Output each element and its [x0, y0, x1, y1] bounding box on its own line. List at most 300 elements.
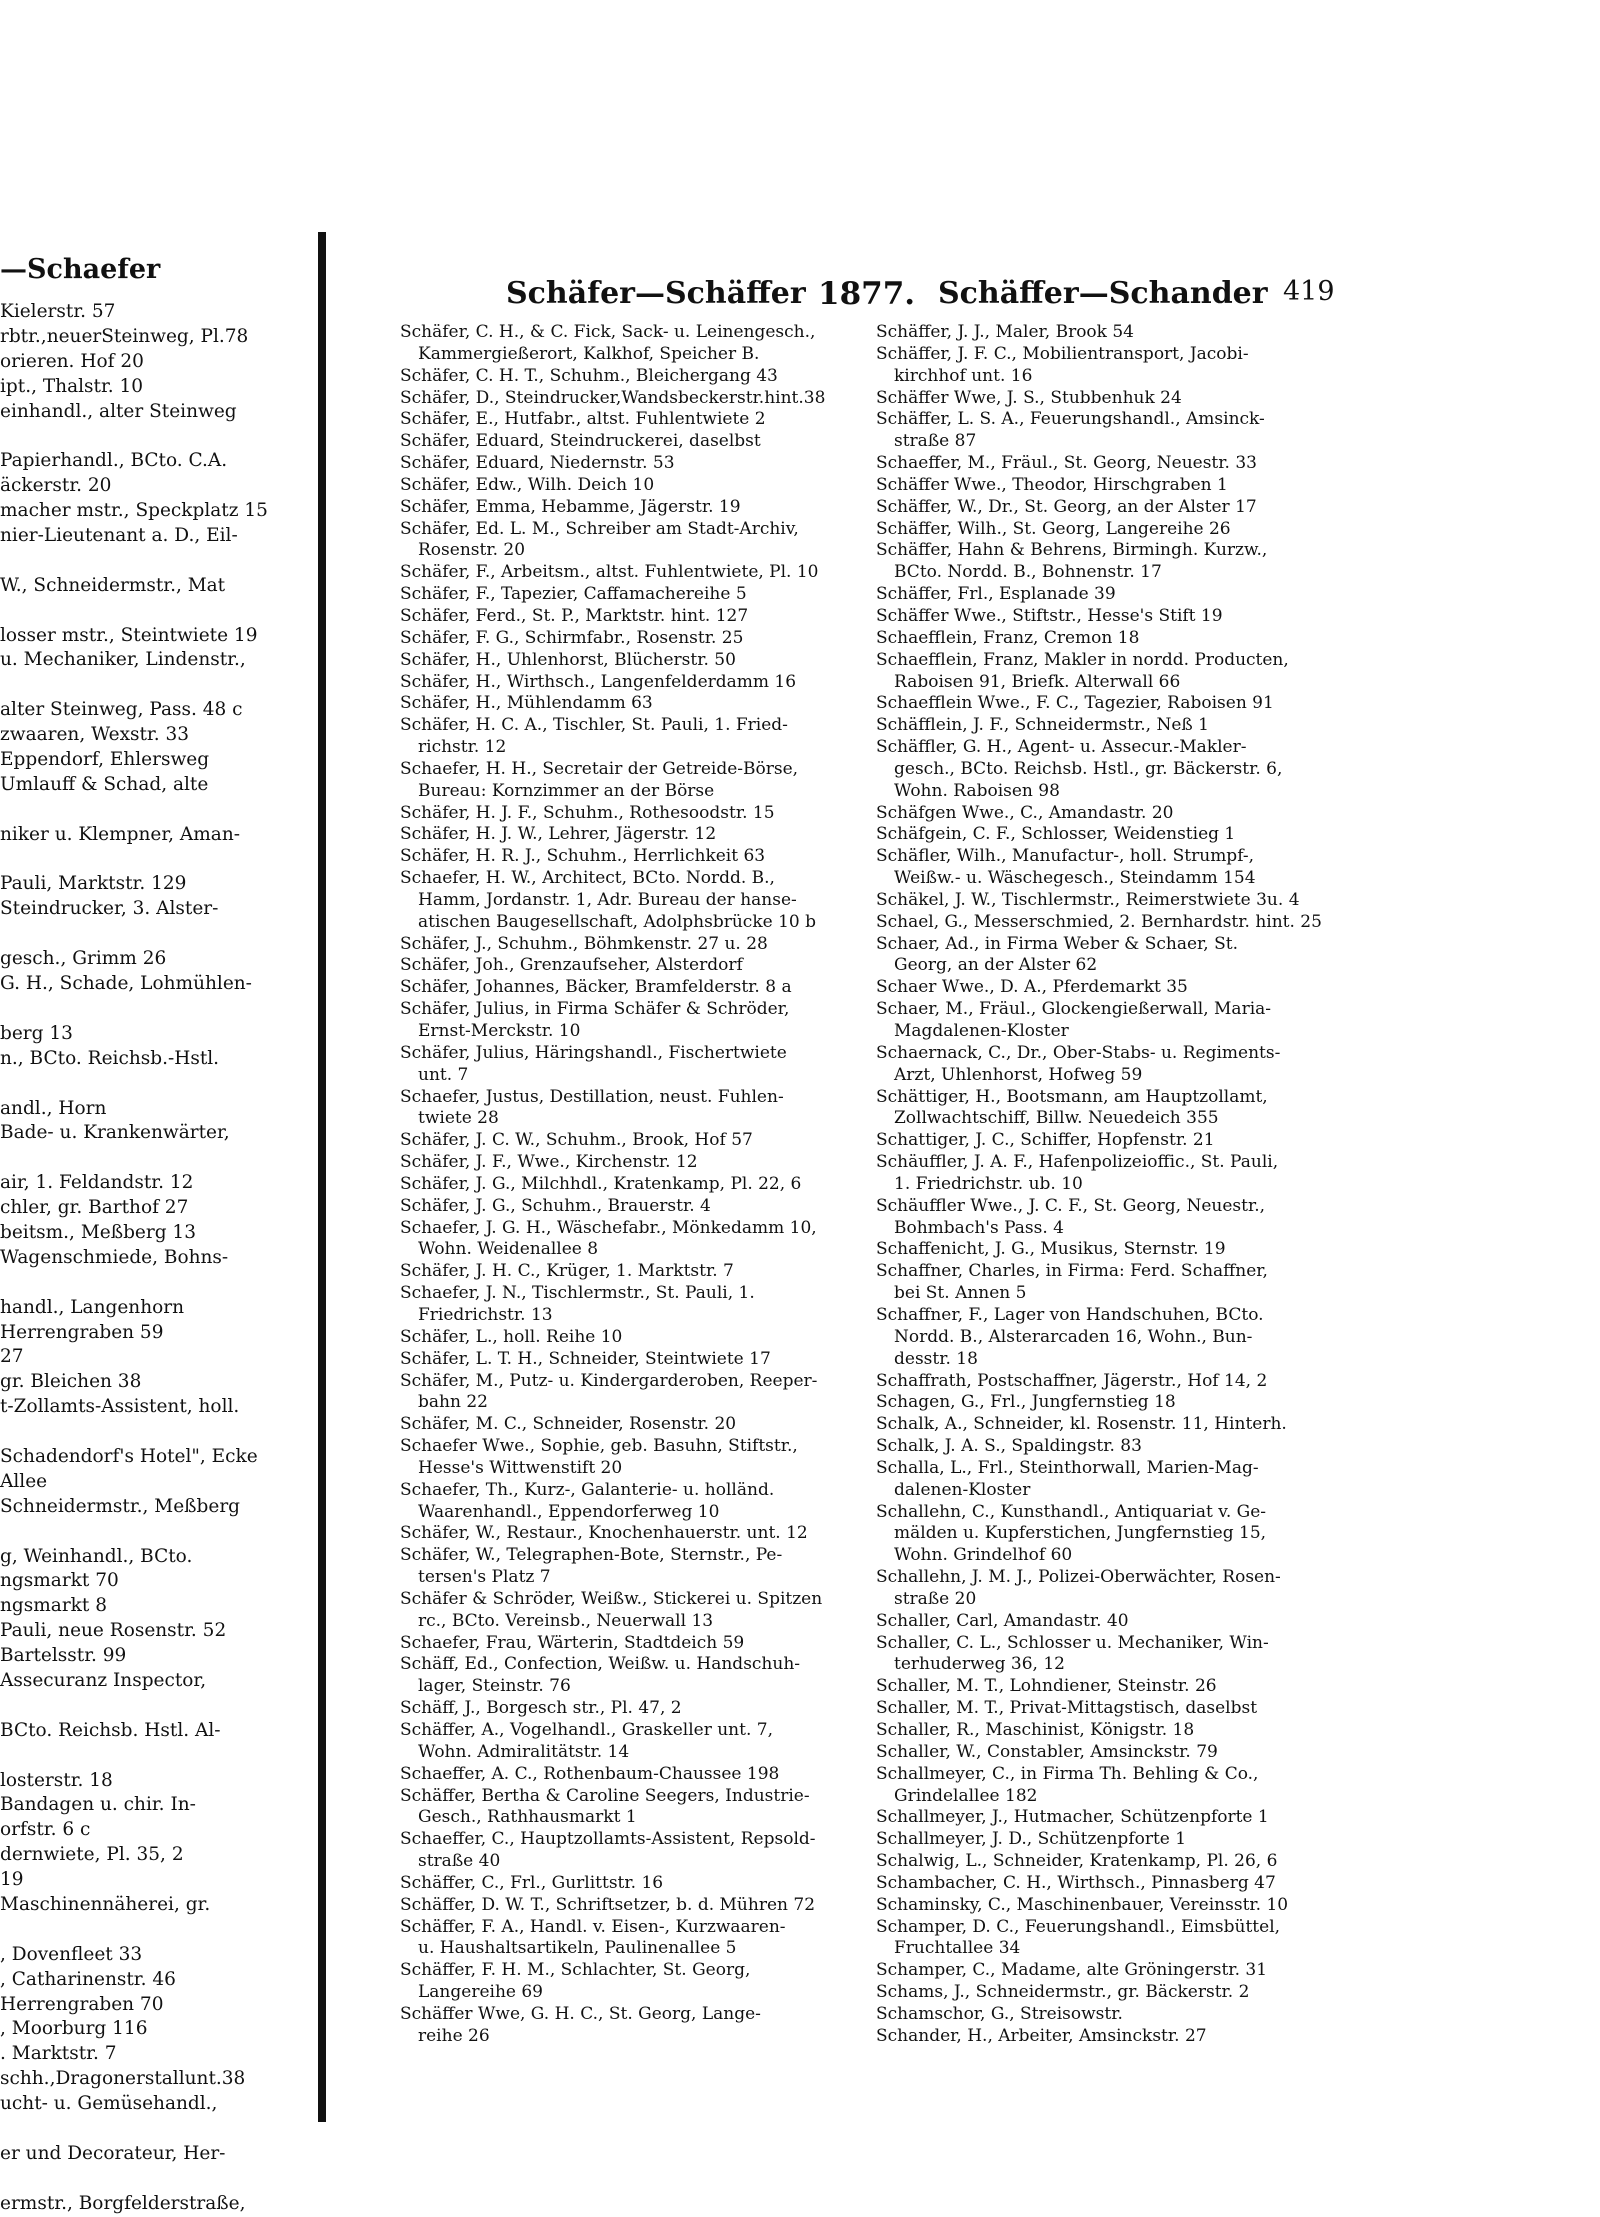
- entry-continuation-line: twiete 28: [418, 1108, 499, 1129]
- left-page-line: Herrengraben 70: [0, 1993, 164, 2015]
- directory-entry: [876, 1676, 1346, 1698]
- entry-continuation-line: Raboisen 91, Briefk. Alterwall 66: [894, 671, 1181, 692]
- left-page-line: Bandagen u. chir. In-: [0, 1794, 196, 1816]
- directory-entry: [400, 868, 860, 934]
- left-page-line: [0, 1918, 318, 1943]
- directory-entry: [400, 824, 860, 846]
- entry-continuation-line: reihe 26: [418, 2025, 490, 2046]
- directory-entry: [876, 803, 1346, 825]
- directory-entry: [876, 1633, 1346, 1677]
- directory-entry: [400, 934, 860, 956]
- page-number: 419: [1283, 276, 1335, 307]
- directory-entry: [876, 409, 1346, 453]
- entry-line: Schaefer, H. W., Architect, BCto. Nordd. B.,: [400, 868, 775, 889]
- entry-continuation-line: rc., BCto. Vereinsb., Neuerwall 13: [418, 1610, 714, 1631]
- entry-continuation-line: Grindelallee 182: [894, 1785, 1038, 1806]
- left-page-line: losser mstr., Steintwiete 19: [0, 624, 258, 646]
- entry-line: Schäffer, Wilh., St. Georg, Langereihe 26: [876, 518, 1231, 539]
- directory-entry: [400, 672, 860, 694]
- directory-entry: [876, 1742, 1346, 1764]
- entry-line: Schäffler, G. H., Agent- u. Assecur.-Makler-: [876, 737, 1247, 758]
- entry-continuation-line: Bureau: Kornzimmer an der Börse: [418, 780, 715, 801]
- directory-entry: [400, 2004, 860, 2048]
- left-page-line: W., Schneidermstr., Mat: [0, 574, 226, 596]
- directory-entry: [876, 1305, 1346, 1371]
- directory-entry: [876, 1960, 1346, 1982]
- directory-entry: [400, 1786, 860, 1830]
- entry-continuation-line: Waarenhandl., Eppendorferweg 10: [418, 1501, 720, 1522]
- entry-line: Schäfer, C. H., & C. Fick, Sack- u. Leinengesch.,: [400, 322, 816, 342]
- entry-line: Schäfer, L., holl. Reihe 10: [400, 1326, 623, 1347]
- entry-continuation-line: Bohmbach's Pass. 4: [894, 1217, 1064, 1238]
- directory-entry: [400, 497, 860, 519]
- directory-entry: [400, 475, 860, 497]
- left-page-line: [0, 424, 318, 449]
- left-page-line: [0, 922, 318, 947]
- entry-line: Schäfer & Schröder, Weißw., Stickerei u. Spitzen: [400, 1588, 823, 1609]
- entry-continuation-line: 1. Friedrichstr. ub. 10: [894, 1173, 1083, 1194]
- directory-entry: [400, 1371, 860, 1415]
- entry-line: Schalk, J. A. S., Spaldingstr. 83: [876, 1436, 1142, 1457]
- directory-entry: [876, 497, 1346, 519]
- left-page-line: 19: [0, 1869, 24, 1891]
- directory-entry: [876, 1371, 1346, 1393]
- entry-line: Schaefflein, Franz, Makler in nordd. Producten,: [876, 649, 1289, 670]
- entry-line: Schäfer, J. C. W., Schuhm., Brook, Hof 57: [400, 1130, 753, 1151]
- left-page-line: berg 13: [0, 1022, 73, 1044]
- entry-continuation-line: gesch., BCto. Reichsb. Hstl., gr. Bäckerstr. 6,: [894, 758, 1283, 779]
- entry-line: Schamper, D. C., Feuerungshandl., Eimsbüttel,: [876, 1916, 1281, 1937]
- left-page-line: Wagenschmiede, Bohns-: [0, 1246, 229, 1268]
- entry-line: Schaeffer, C., Hauptzollamts-Assistent, Repsold-: [400, 1829, 816, 1850]
- entry-continuation-line: Weißw.- u. Wäschegesch., Steindamm 154: [894, 868, 1256, 889]
- left-page-line: [0, 1146, 318, 1171]
- directory-entry: [400, 1261, 860, 1283]
- directory-entry: [400, 366, 860, 388]
- entry-line: Schaefer, Th., Kurz-, Galanterie- u. holländ.: [400, 1479, 775, 1500]
- directory-entry: [876, 1458, 1346, 1502]
- entry-continuation-line: Georg, an der Alster 62: [894, 955, 1098, 976]
- directory-entry: [876, 1567, 1346, 1611]
- directory-entry: [400, 693, 860, 715]
- entry-line: Schäfgen Wwe., C., Amandastr. 20: [876, 802, 1174, 823]
- left-page-line: [0, 1744, 318, 1769]
- directory-entry: [876, 912, 1346, 934]
- directory-entry: [400, 1218, 860, 1262]
- entry-continuation-line: kirchhof unt. 16: [894, 365, 1033, 386]
- entry-line: Schäffer, Bertha & Caroline Seegers, Industrie-: [400, 1785, 810, 1806]
- entry-continuation-line: u. Haushaltsartikeln, Paulinenallee 5: [418, 1938, 737, 1959]
- directory-entry: [400, 846, 860, 868]
- left-page-line: chler, gr. Barthof 27: [0, 1197, 189, 1219]
- right-page: [398, 236, 1528, 2116]
- directory-entry: [876, 715, 1346, 737]
- entry-continuation-line: bahn 22: [418, 1392, 488, 1413]
- left-page-line: [0, 673, 318, 698]
- directory-entry: [876, 388, 1346, 410]
- entry-line: Schäfer, L. T. H., Schneider, Steintwiete 17: [400, 1348, 771, 1369]
- left-page-line: BCto. Reichsb. Hstl. Al-: [0, 1719, 221, 1741]
- running-header: [398, 276, 1528, 316]
- entry-line: Schäfer, J. G., Schuhm., Brauerstr. 4: [400, 1195, 711, 1216]
- directory-entry: [876, 824, 1346, 846]
- entry-continuation-line: unt. 7: [418, 1064, 469, 1085]
- entry-line: Schalk, A., Schneider, kl. Rosenstr. 11, Hinterh.: [876, 1414, 1287, 1435]
- page-gutter: [318, 232, 326, 2122]
- entry-line: Schaeffer, A. C., Rothenbaum-Chaussee 198: [400, 1763, 780, 1784]
- entry-line: Schaefflein Wwe., F. C., Tagezier, Raboisen 91: [876, 693, 1274, 714]
- left-page-line: [0, 2117, 318, 2142]
- entry-line: Schäfer, M., Putz- u. Kindergarderoben, Reeper-: [400, 1370, 818, 1391]
- entry-continuation-line: Hesse's Wittwenstift 20: [418, 1457, 623, 1478]
- directory-entry: [876, 1414, 1346, 1436]
- directory-entry: [400, 1436, 860, 1480]
- entry-line: Schäffer Wwe, J. S., Stubbenhuk 24: [876, 387, 1182, 408]
- entry-line: Schättiger, H., Bootsmann, am Hauptzollamt,: [876, 1086, 1268, 1107]
- entry-line: Schäfer, H. J. F., Schuhm., Rothesoodstr. 15: [400, 802, 775, 823]
- left-page-line: [0, 1420, 318, 1445]
- directory-entry: [876, 606, 1346, 628]
- entry-line: Schäfer, H. J. W., Lehrer, Jägerstr. 12: [400, 824, 717, 845]
- left-page-line: ermstr., Borgfelderstraße,: [0, 2192, 246, 2214]
- directory-entry: [876, 1392, 1346, 1414]
- directory-entry: [876, 1764, 1346, 1808]
- entry-continuation-line: Kammergießerort, Kalkhof, Speicher B.: [418, 343, 760, 364]
- entry-line: Schäffer, L. S. A., Feuerungshandl., Amsinck-: [876, 409, 1265, 430]
- entry-line: Schaer, M., Fräul., Glockengießerwall, Maria-: [876, 999, 1272, 1020]
- entry-line: Schäfer, J. H. C., Krüger, 1. Marktstr. 7: [400, 1261, 734, 1282]
- entry-line: Schaminsky, C., Maschinenbauer, Vereinsstr. 10: [876, 1894, 1289, 1915]
- directory-entry: [876, 650, 1346, 694]
- entry-continuation-line: Gesch., Rathhausmarkt 1: [418, 1807, 637, 1828]
- entry-line: Schaefer, J. G. H., Wäschefabr., Mönkedamm 10,: [400, 1217, 817, 1238]
- entry-line: Schäfer, H., Uhlenhorst, Blücherstr. 50: [400, 649, 736, 670]
- directory-column-1: [400, 322, 860, 2048]
- left-page-line: Papierhandl., BCto. C.A.: [0, 450, 228, 472]
- directory-entry: [876, 1895, 1346, 1917]
- entry-line: Schaller, M. T., Lohndiener, Steinstr. 26: [876, 1676, 1217, 1697]
- entry-line: Schaller, W., Constabler, Amsinckstr. 79: [876, 1741, 1218, 1762]
- directory-entry: [400, 1523, 860, 1545]
- left-page-line: . Marktstr. 7: [0, 2043, 117, 2065]
- directory-entry: [876, 628, 1346, 650]
- left-page-line: Umlauff & Schad, alte: [0, 773, 209, 795]
- entry-line: Schäfer, Eduard, Steindruckerei, daselbst: [400, 431, 761, 452]
- directory-entry: [876, 1152, 1346, 1196]
- directory-entry: [876, 1851, 1346, 1873]
- entry-line: Schäfer, F., Arbeitsm., altst. Fuhlentwiete, Pl. 10: [400, 562, 819, 583]
- directory-entry: [876, 977, 1346, 999]
- directory-entry: [400, 453, 860, 475]
- left-page-line: orieren. Hof 20: [0, 350, 144, 372]
- entry-line: Schäffer, D. W. T., Schriftsetzer, b. d. Mühren 72: [400, 1894, 816, 1915]
- entry-line: Schalwig, L., Schneider, Kratenkamp, Pl. 26, 6: [876, 1851, 1278, 1872]
- entry-line: Schaller, C. L., Schlosser u. Mechaniker, Win-: [876, 1632, 1269, 1653]
- left-page-line: Schneidermstr., Meßberg: [0, 1495, 241, 1517]
- directory-entry: [876, 2004, 1346, 2026]
- entry-line: Schäfer, D., Steindrucker,Wandsbeckerstr.hint.38: [400, 387, 826, 408]
- entry-line: Schaeffer, M., Fräul., St. Georg, Neuestr. 33: [876, 453, 1257, 474]
- directory-entry: [400, 431, 860, 453]
- directory-entry: [400, 759, 860, 803]
- directory-entry: [876, 1698, 1346, 1720]
- entry-line: Schäfer, W., Telegraphen-Bote, Sternstr., Pe-: [400, 1545, 783, 1566]
- entry-line: Schäfer, Emma, Hebamme, Jägerstr. 19: [400, 496, 741, 517]
- directory-entry: [400, 1545, 860, 1589]
- entry-line: Schaller, R., Maschinist, Königstr. 18: [876, 1720, 1195, 1740]
- left-page-line: [0, 1694, 318, 1719]
- left-page-line: g, Weinhandl., BCto.: [0, 1545, 193, 1567]
- left-page-line: t-Zollamts-Assistent, holl.: [0, 1396, 240, 1418]
- entry-line: Schaefer Wwe., Sophie, geb. Basuhn, Stiftstr.,: [400, 1436, 798, 1457]
- entry-line: Schäff, Ed., Confection, Weißw. u. Handschuh-: [400, 1654, 801, 1675]
- left-page-line: [0, 997, 318, 1022]
- directory-entry: [400, 977, 860, 999]
- directory-entry: [400, 409, 860, 431]
- left-page-line: Pauli, Marktstr. 129: [0, 873, 187, 895]
- entry-line: Schaffner, Charles, in Firma: Ferd. Schaffner,: [876, 1261, 1268, 1282]
- directory-entry: [400, 1196, 860, 1218]
- left-page-line: handl., Langenhorn: [0, 1296, 185, 1318]
- entry-line: Schattiger, J. C., Schiffer, Hopfenstr. 21: [876, 1130, 1215, 1151]
- left-page-line: [0, 1520, 318, 1545]
- entry-line: Schagen, G., Frl., Jungfernstieg 18: [876, 1392, 1176, 1413]
- entry-line: Schäfler, Wilh., Manufactur-, holl. Strumpf-,: [876, 846, 1255, 867]
- directory-entry: [400, 1349, 860, 1371]
- directory-entry: [876, 1087, 1346, 1131]
- left-page-line: [0, 1072, 318, 1097]
- left-page-line: niker u. Klempner, Aman-: [0, 823, 240, 845]
- left-page-line: 27: [0, 1346, 24, 1368]
- left-page-line: u. Mechaniker, Lindenstr.,: [0, 649, 246, 671]
- directory-entry: [400, 1174, 860, 1196]
- directory-entry: [400, 715, 860, 759]
- directory-entry: [400, 562, 860, 584]
- entry-line: Schaer Wwe., D. A., Pferdemarkt 35: [876, 977, 1188, 998]
- entry-line: Schäkel, J. W., Tischlermstr., Reimerstwiete 3u. 4: [876, 889, 1300, 910]
- left-page-line: schh.,Dragonerstallunt.38: [0, 2068, 246, 2090]
- directory-entry: [876, 1720, 1346, 1742]
- entry-line: Schäfer, E., Hutfabr., altst. Fuhlentwiete 2: [400, 409, 766, 430]
- entry-continuation-line: Langereihe 69: [418, 1982, 543, 2003]
- entry-line: Schaefer, J. N., Tischlermstr., St. Pauli, 1.: [400, 1283, 755, 1304]
- entry-line: Schäfer, F. G., Schirmfabr., Rosenstr. 25: [400, 627, 744, 648]
- entry-continuation-line: tersen's Platz 7: [418, 1567, 551, 1588]
- entry-line: Schamschor, G., Streisowstr.: [876, 2003, 1123, 2024]
- left-page-fragment: [0, 232, 318, 2214]
- directory-entry: [400, 1130, 860, 1152]
- directory-entry: [400, 628, 860, 650]
- entry-continuation-line: Wohn. Grindelhof 60: [894, 1545, 1073, 1566]
- directory-entry: [876, 322, 1346, 344]
- entry-line: Schäfer, W., Restaur., Knochenhauerstr. unt. 12: [400, 1523, 808, 1544]
- entry-continuation-line: dalenen-Kloster: [894, 1479, 1031, 1500]
- entry-line: Schaefflein, Franz, Cremon 18: [876, 627, 1140, 648]
- left-page-line: macher mstr., Speckplatz 15: [0, 500, 268, 522]
- left-page-line: Pauli, neue Rosenstr. 52: [0, 1620, 227, 1642]
- entry-line: Schäff, J., Borgesch str., Pl. 47, 2: [400, 1698, 682, 1719]
- entry-line: Schaffrath, Postschaffner, Jägerstr., Hof 14, 2: [876, 1370, 1268, 1391]
- entry-continuation-line: Friedrichstr. 13: [418, 1304, 553, 1325]
- entry-line: Schäfer, Joh., Grenzaufseher, Alsterdorf: [400, 955, 743, 976]
- directory-entry: [876, 584, 1346, 606]
- directory-entry: [876, 475, 1346, 497]
- entry-line: Schäffer, F. H. M., Schlachter, St. Georg,: [400, 1960, 751, 1981]
- directory-entry: [876, 737, 1346, 803]
- entry-line: Schäffer Wwe., Stiftstr., Hesse's Stift 19: [876, 605, 1223, 626]
- left-page-line: [0, 848, 318, 873]
- directory-entry: [876, 344, 1346, 388]
- header-right-range: Schäffer—Schander: [938, 276, 1268, 311]
- directory-entry: [400, 584, 860, 606]
- left-page-line: Allee: [0, 1470, 48, 1492]
- entry-line: Schäffer, J. F. C., Mobilientransport, Jacobi-: [876, 343, 1249, 364]
- entry-line: Schäfer, Edw., Wilh. Deich 10: [400, 474, 655, 495]
- entry-line: Schäfer, H., Wirthsch., Langenfelderdamm 16: [400, 671, 797, 692]
- entry-line: Schalla, L., Frl., Steinthorwall, Marien-Mag-: [876, 1457, 1259, 1478]
- directory-entry: [400, 1043, 860, 1087]
- entry-line: Schäfer, H., Mühlendamm 63: [400, 693, 653, 714]
- left-page-line: , Catharinenstr. 46: [0, 1968, 176, 1990]
- left-page-line: einhandl., alter Steinweg: [0, 400, 237, 422]
- directory-entry: [876, 1829, 1346, 1851]
- entry-line: Schael, G., Messerschmied, 2. Bernhardstr. hint. 25: [876, 911, 1322, 932]
- entry-continuation-line: mälden u. Kupferstichen, Jungfernstieg 15,: [894, 1523, 1267, 1544]
- entry-line: Schallmeyer, C., in Firma Th. Behling & Co.,: [876, 1763, 1259, 1784]
- entry-line: Schäfer, M. C., Schneider, Rosenstr. 20: [400, 1414, 737, 1435]
- entry-continuation-line: Fruchtallee 34: [894, 1938, 1021, 1959]
- directory-entry: [876, 1611, 1346, 1633]
- left-page-line: , Moorburg 116: [0, 2018, 148, 2040]
- directory-entry: [400, 1720, 860, 1764]
- entry-continuation-line: terhuderweg 36, 12: [894, 1654, 1065, 1675]
- entry-line: Schäuffler, J. A. F., Hafenpolizeioffic., St. Pauli,: [876, 1152, 1279, 1173]
- entry-line: Schäfer, Ferd., St. P., Marktstr. hint. 127: [400, 605, 749, 626]
- entry-line: Schäfer, J. G., Milchhdl., Kratenkamp, Pl. 22, 6: [400, 1173, 802, 1194]
- directory-entry: [876, 846, 1346, 890]
- entry-line: Schäffer Wwe, G. H. C., St. Georg, Lange-: [400, 2003, 761, 2024]
- left-page-line: n., BCto. Reichsb.-Hstl.: [0, 1047, 220, 1069]
- entry-continuation-line: lager, Steinstr. 76: [418, 1676, 571, 1697]
- directory-entry: [400, 1895, 860, 1917]
- directory-entry: [400, 1917, 860, 1961]
- left-page-line: beitsm., Meßberg 13: [0, 1221, 196, 1243]
- directory-entry: [876, 1130, 1346, 1152]
- entry-line: Schäfer, Ed. L. M., Schreiber am Stadt-Archiv,: [400, 518, 799, 539]
- directory-entry: [400, 322, 860, 366]
- left-page-line: Kielerstr. 57: [0, 301, 116, 322]
- entry-line: Schaller, Carl, Amandastr. 40: [876, 1610, 1129, 1631]
- directory-entry: [400, 803, 860, 825]
- entry-line: Schaffenicht, J. G., Musikus, Sternstr. 19: [876, 1239, 1226, 1260]
- entry-continuation-line: Wohn. Weidenallee 8: [418, 1239, 599, 1260]
- entry-line: Schäfflein, J. F., Schneidermstr., Neß 1: [876, 715, 1209, 736]
- directory-entry: [400, 1087, 860, 1131]
- directory-entry: [400, 519, 860, 563]
- entry-line: Schäffer, Frl., Esplanade 39: [876, 584, 1116, 605]
- entry-line: Schander, H., Arbeiter, Amsinckstr. 27: [876, 2025, 1207, 2046]
- entry-continuation-line: Hamm, Jordanstr. 1, Adr. Bureau der hanse-: [418, 889, 797, 910]
- left-page-line: G. H., Schade, Lohmühlen-: [0, 973, 252, 995]
- entry-line: Schäffer, Hahn & Behrens, Birmingh. Kurzw.,: [876, 540, 1268, 561]
- left-page-line: Bartelsstr. 99: [0, 1645, 127, 1667]
- directory-entry: [400, 1633, 860, 1655]
- entry-line: Schäffer, C., Frl., Gurlittstr. 16: [400, 1872, 664, 1893]
- left-page-line: air, 1. Feldandstr. 12: [0, 1172, 194, 1194]
- directory-entry: [876, 1261, 1346, 1305]
- header-year: 1877.: [818, 276, 916, 312]
- left-page-line: gr. Bleichen 38: [0, 1371, 142, 1393]
- left-page-line: Eppendorf, Ehlersweg: [0, 749, 210, 771]
- directory-entry: [400, 1327, 860, 1349]
- directory-entry: [400, 1698, 860, 1720]
- directory-entry: [876, 934, 1346, 978]
- directory-entry: [876, 693, 1346, 715]
- left-page-line: Steindrucker, 3. Alster-: [0, 898, 219, 920]
- entry-continuation-line: desstr. 18: [894, 1348, 978, 1369]
- entry-line: Schaernack, C., Dr., Ober-Stabs- u. Regiments-: [876, 1042, 1281, 1063]
- directory-entry: [400, 1589, 860, 1633]
- entry-line: Schäfer, H. C. A., Tischler, St. Pauli, 1. Fried-: [400, 715, 788, 736]
- entry-line: Schams, J., Schneidermstr., gr. Bäckerstr. 2: [876, 1982, 1250, 2003]
- left-page-line: [0, 599, 318, 624]
- left-page-line: gesch., Grimm 26: [0, 948, 167, 970]
- entry-line: Schaller, M. T., Privat-Mittagstisch, daselbst: [876, 1698, 1258, 1719]
- directory-entry: [400, 1764, 860, 1786]
- left-page-line: er und Decorateur, Her-: [0, 2142, 226, 2164]
- directory-entry: [400, 388, 860, 410]
- entry-continuation-line: atischen Baugesellschaft, Adolphsbrücke 10 b: [418, 911, 816, 932]
- entry-continuation-line: BCto. Nordd. B., Bohnenstr. 17: [894, 562, 1162, 583]
- header-left-range: Schäfer—Schäffer: [506, 276, 806, 311]
- entry-line: Schambacher, C. H., Wirthsch., Pinnasberg 47: [876, 1872, 1276, 1893]
- left-page-header: —Schaefer: [0, 254, 161, 285]
- entry-line: Schäffer, A., Vogelhandl., Graskeller unt. 7,: [400, 1720, 773, 1740]
- directory-entry: [400, 1414, 860, 1436]
- directory-entry: [876, 1807, 1346, 1829]
- directory-entry: [400, 1960, 860, 2004]
- entry-continuation-line: Arzt, Uhlenhorst, Hofweg 59: [894, 1064, 1143, 1085]
- entry-line: Schäfer, Julius, in Firma Schäfer & Schröder,: [400, 999, 790, 1020]
- entry-continuation-line: bei St. Annen 5: [894, 1283, 1027, 1304]
- entry-line: Schäfgein, C. F., Schlosser, Weidenstieg 1: [876, 824, 1236, 845]
- entry-continuation-line: straße 87: [894, 431, 977, 452]
- directory-entry: [876, 1502, 1346, 1568]
- entry-line: Schaffner, F., Lager von Handschuhen, BCto.: [876, 1304, 1264, 1325]
- entry-line: Schäffer, F. A., Handl. v. Eisen-, Kurzwaaren-: [400, 1916, 786, 1937]
- left-page-line: nier-Lieutenant a. D., Eil-: [0, 525, 238, 547]
- directory-entry: [876, 1917, 1346, 1961]
- directory-entry: [400, 606, 860, 628]
- left-page-line: [0, 549, 318, 574]
- entry-continuation-line: richstr. 12: [418, 737, 507, 758]
- entry-continuation-line: Wohn. Raboisen 98: [894, 780, 1060, 801]
- directory-entry: [400, 1480, 860, 1524]
- entry-continuation-line: straße 20: [894, 1588, 977, 1609]
- entry-continuation-line: straße 40: [418, 1851, 501, 1872]
- directory-entry: [876, 519, 1346, 541]
- entry-line: Schamper, C., Madame, alte Gröningerstr. 31: [876, 1960, 1268, 1981]
- directory-entry: [400, 1283, 860, 1327]
- entry-continuation-line: Magdalenen-Kloster: [894, 1021, 1069, 1041]
- left-page-line: ipt., Thalstr. 10: [0, 375, 144, 397]
- directory-entry: [876, 1436, 1346, 1458]
- left-page-line: zwaaren, Wexstr. 33: [0, 724, 190, 746]
- directory-entry: [400, 999, 860, 1043]
- entry-line: Schäffer, W., Dr., St. Georg, an der Alster 17: [876, 496, 1257, 517]
- entry-continuation-line: Zollwachtschiff, Billw. Neuedeich 355: [894, 1108, 1219, 1129]
- directory-entry: [400, 1873, 860, 1895]
